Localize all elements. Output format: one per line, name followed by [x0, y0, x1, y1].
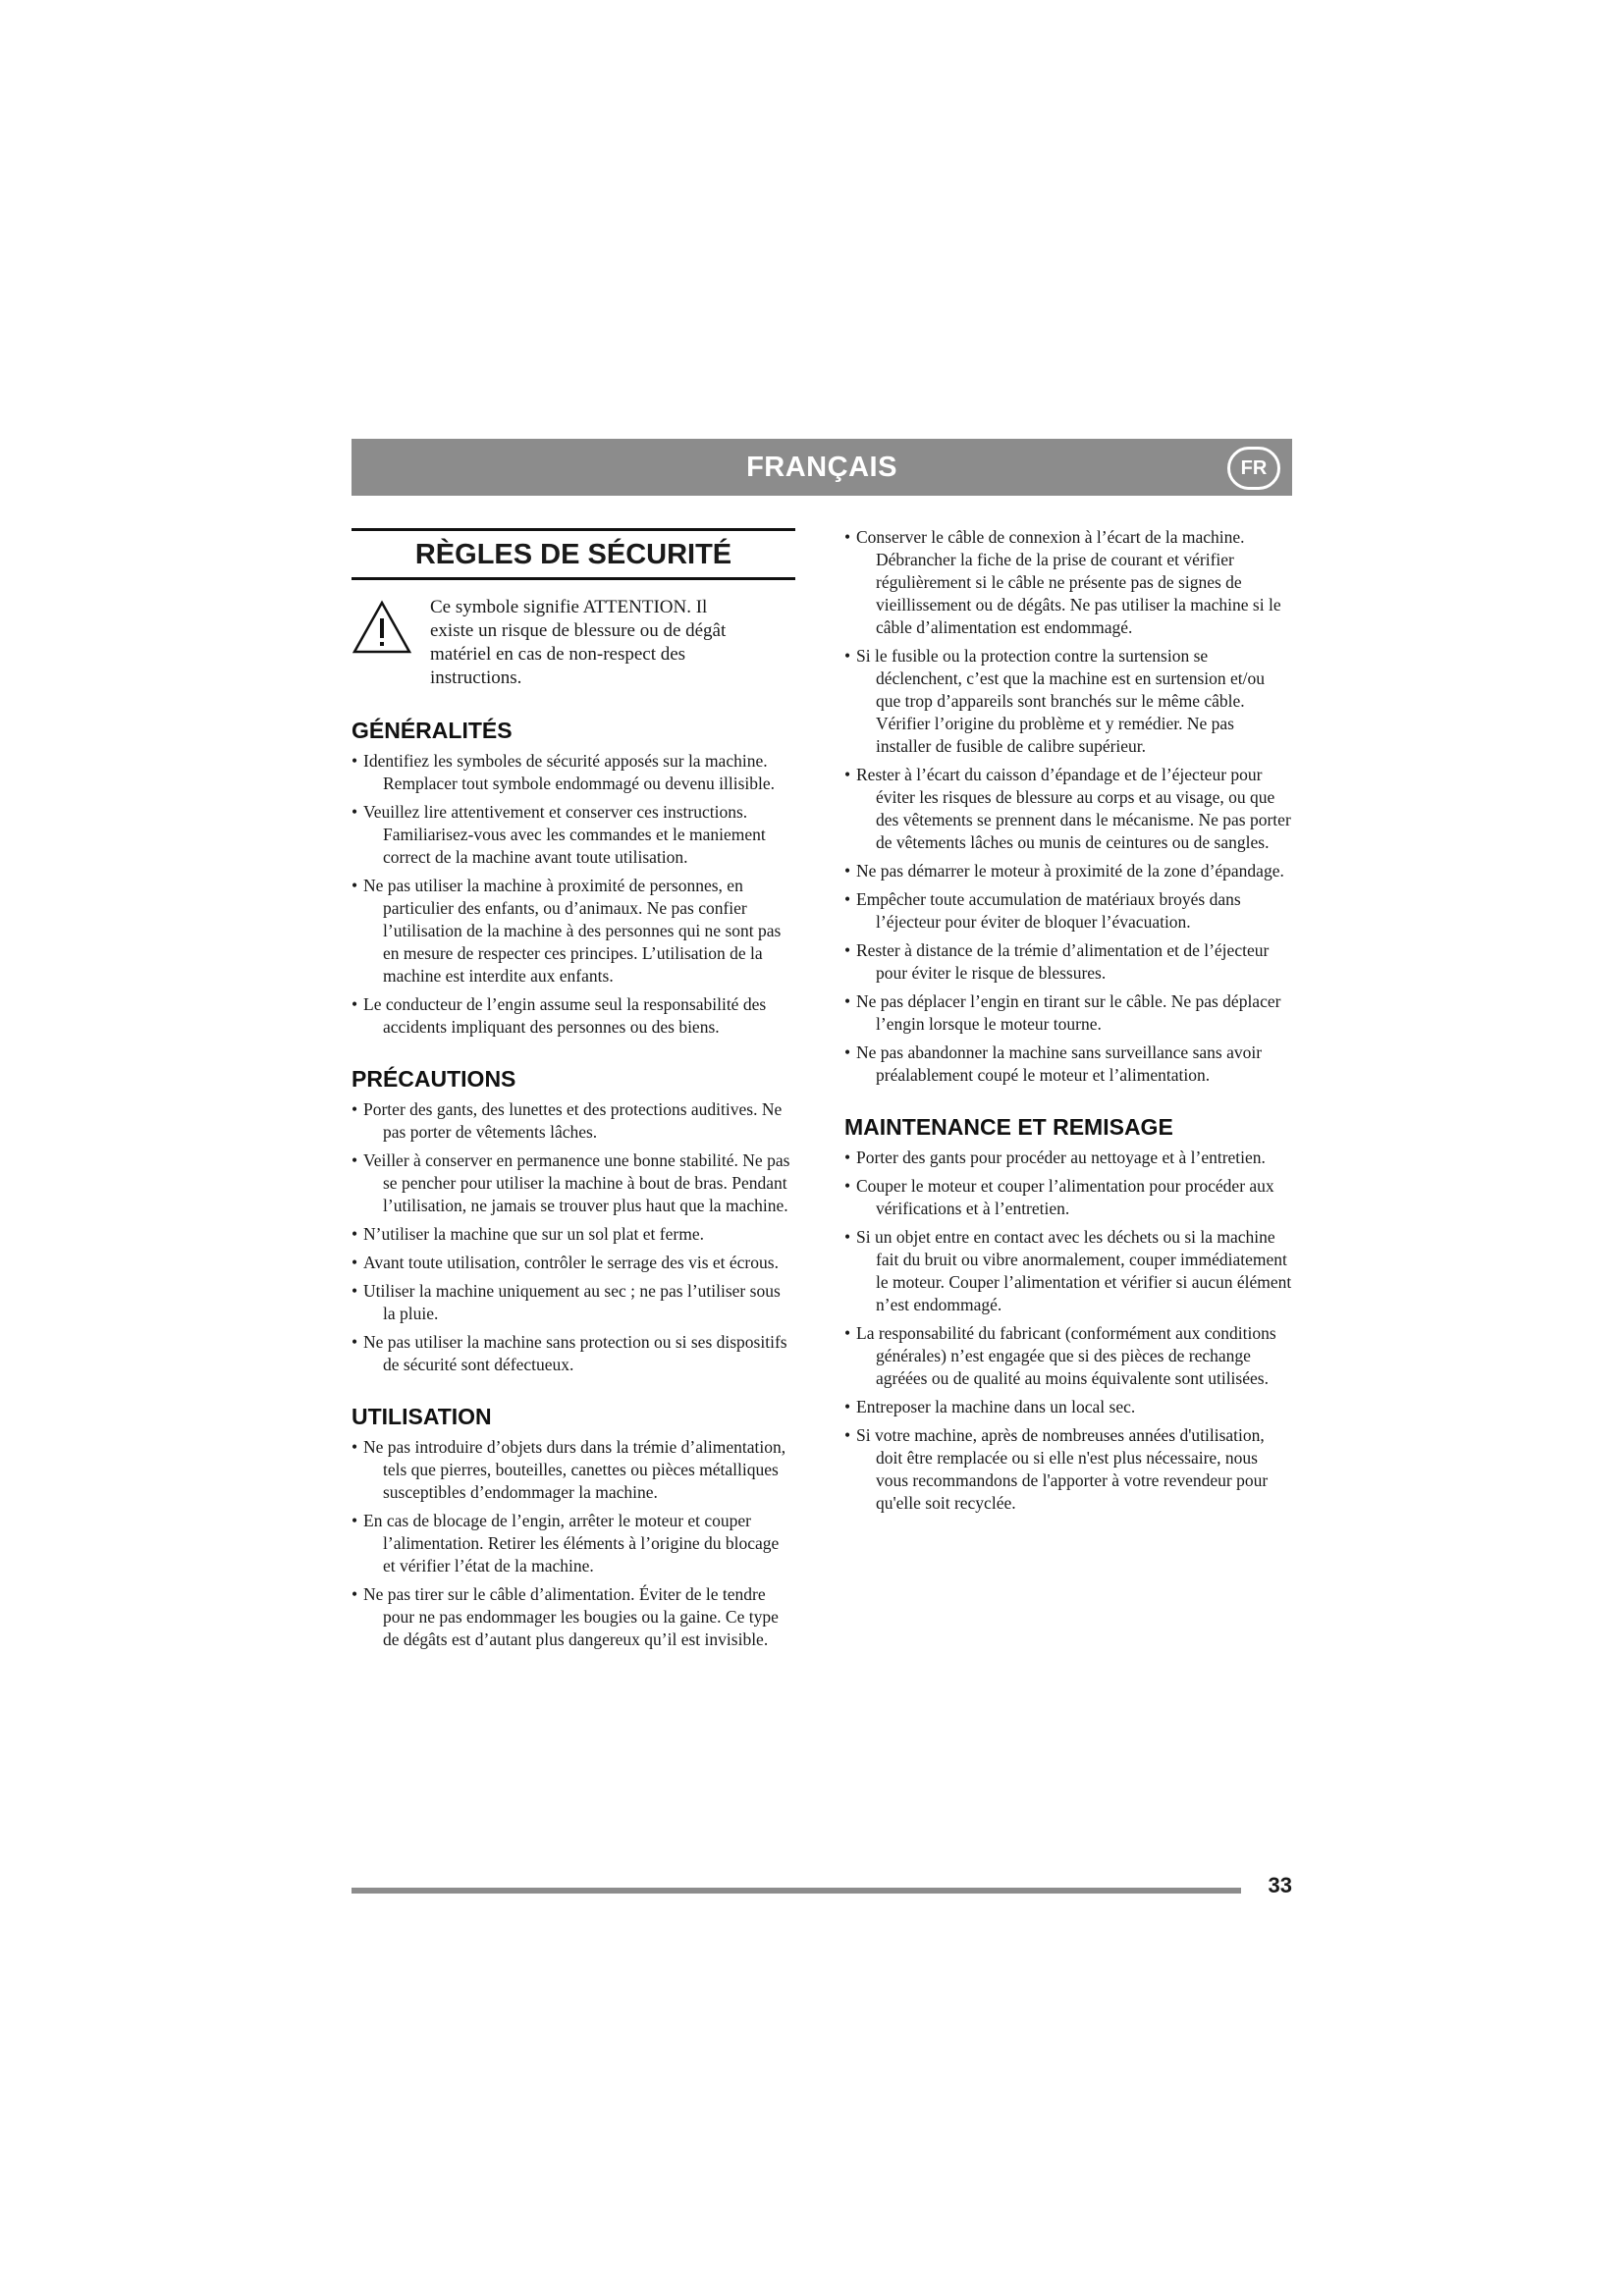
list-item: • Utiliser la machine uniquement au sec ; ne pas l’utiliser sous la pluie.	[352, 1281, 781, 1323]
language-header-bar	[352, 439, 1292, 496]
list-item: • Ne pas abandonner la machine sans surveillance sans avoir préalablement coupé le moteur et l’alimentation.	[844, 1042, 1263, 1085]
warning-text: Ce symbole signifie ATTENTION. Il existe un risque de blessure ou de dégât matériel en cas de non-respect des instructions.	[430, 597, 727, 688]
left-column	[352, 526, 795, 1657]
list-item: • Ne pas démarrer le moteur à proximité de la zone d’épandage.	[844, 861, 1284, 881]
section-heading-precautions: PRÉCAUTIONS	[352, 1066, 516, 1092]
warning-triangle-icon	[352, 594, 420, 660]
list-item: • Avant toute utilisation, contrôler le serrage des vis et écrous.	[352, 1253, 779, 1272]
list-item: • Entreposer la machine dans un local sec.	[844, 1397, 1136, 1416]
list-item: • Le conducteur de l’engin assume seul la responsabilité des accidents impliquant des personnes ou des biens.	[352, 994, 767, 1037]
list-item: • Si le fusible ou la protection contre la surtension se déclenchent, c’est que la machine est en surtension et/ou que trop d’appareils sont branchés sur le même câble. Vérifier l’origine du problème et y remédier. Ne pas installer de fusible de calibre supérieur.	[844, 646, 1266, 756]
list-item: • Ne pas introduire d’objets durs dans la trémie d’alimentation, tels que pierres, bouteilles, canettes ou pièces métalliques susceptibles d’endommager la machine.	[352, 1437, 786, 1502]
list-item: • Couper le moteur et couper l’alimentation pour procéder aux vérifications et à l’entretien.	[844, 1176, 1274, 1218]
list-item: • Identifiez les symboles de sécurité apposés sur la machine. Remplacer tout symbole endommagé ou devenu illisible.	[352, 751, 776, 793]
list-item: • Conserver le câble de connexion à l’écart de la machine. Débrancher la fiche de la prise de courant et vérifier régulièrement si le câble ne présente pas de signes de vieillissement ou de dégâts. Ne pas utiliser la machine si le câble d’alimentation est endommagé.	[844, 527, 1281, 637]
list-item: • N’utiliser la machine que sur un sol plat et ferme.	[352, 1224, 704, 1244]
language-title: FRANÇAIS	[746, 452, 897, 483]
list-item: • Empêcher toute accumulation de matériaux broyés dans l’éjecteur pour éviter de bloquer l’évacuation.	[844, 889, 1241, 932]
list-precautions	[352, 1098, 795, 1376]
section-heading-maintenance: MAINTENANCE ET REMISAGE	[844, 1114, 1173, 1140]
list-item: • Ne pas utiliser la machine sans protection ou si ses dispositifs de sécurité sont défectueux.	[352, 1332, 787, 1374]
warning-notice	[352, 594, 795, 690]
list-utilisation-continued	[844, 526, 1292, 1087]
page-number: 33	[1268, 1873, 1292, 1897]
list-item: • Ne pas tirer sur le câble d’alimentation. Éviter de le tendre pour ne pas endommager les bougies ou la gaine. Ce type de dégâts est d’autant plus dangereux qu’il est invisible.	[352, 1584, 779, 1649]
right-column	[844, 526, 1292, 1521]
list-item: • Rester à distance de la trémie d’alimentation et de l’éjecteur pour éviter le risque de blessures.	[844, 940, 1270, 983]
section-heading-utilisation: UTILISATION	[352, 1404, 492, 1429]
list-item: • Si votre machine, après de nombreuses années d'utilisation, doit être remplacée ou si elle n'est plus nécessaire, nous vous recommandons de l'apporter à votre revendeur pour qu'elle soit recyclée.	[844, 1425, 1269, 1513]
list-item: • Ne pas déplacer l’engin en tirant sur le câble. Ne pas déplacer l’engin lorsque le moteur tourne.	[844, 991, 1281, 1034]
footer-rule	[352, 1888, 1241, 1894]
list-item: • Si un objet entre en contact avec les déchets ou si la machine fait du bruit ou vibre anormalement, couper immédiatement le moteur. Couper l’alimentation et vérifier si aucun élément n’est endommagé.	[844, 1227, 1292, 1314]
section-heading-generalites: GÉNÉRALITÉS	[352, 718, 513, 743]
list-generalites	[352, 750, 795, 1039]
page-title: RÈGLES DE SÉCURITÉ	[352, 528, 795, 580]
list-item: • Veiller à conserver en permanence une bonne stabilité. Ne pas se pencher pour utiliser la machine à bout de bras. Pendant l’utilisation, ne jamais se trouver plus haut que la machine.	[352, 1150, 790, 1215]
list-item: • Rester à l’écart du caisson d’épandage et de l’éjecteur pour éviter les risques de blessure au corps et au visage, ou que des vêtements se prennent dans le mécanisme. Ne pas porter de vêtements lâches ou munis de ceintures ou de sangles.	[844, 765, 1291, 852]
list-maintenance	[844, 1147, 1292, 1515]
list-item: • La responsabilité du fabricant (conformément aux conditions générales) n’est engagée que si des pièces de rechange agréées ou de qualité au moins équivalente sont utilisées.	[844, 1323, 1276, 1388]
list-item: • Ne pas utiliser la machine à proximité de personnes, en particulier des enfants, ou d’animaux. Ne pas confier l’utilisation de la machine à des personnes qui ne sont pas en mesure de respecter ces principes. L’utilisation de la machine est interdite aux enfants.	[352, 876, 782, 986]
list-utilisation	[352, 1436, 795, 1651]
list-item: • En cas de blocage de l’engin, arrêter le moteur et couper l’alimentation. Retirer les éléments à l’origine du blocage et vérifier l’état de la machine.	[352, 1511, 780, 1575]
list-item: • Veuillez lire attentivement et conserver ces instructions. Familiarisez-vous avec les commandes et le maniement correct de la machine avant toute utilisation.	[352, 802, 766, 867]
list-item: • Porter des gants pour procéder au nettoyage et à l’entretien.	[844, 1148, 1266, 1167]
list-item: • Porter des gants, des lunettes et des protections auditives. Ne pas porter de vêtements lâches.	[352, 1099, 783, 1142]
language-badge: FR	[1227, 447, 1280, 490]
